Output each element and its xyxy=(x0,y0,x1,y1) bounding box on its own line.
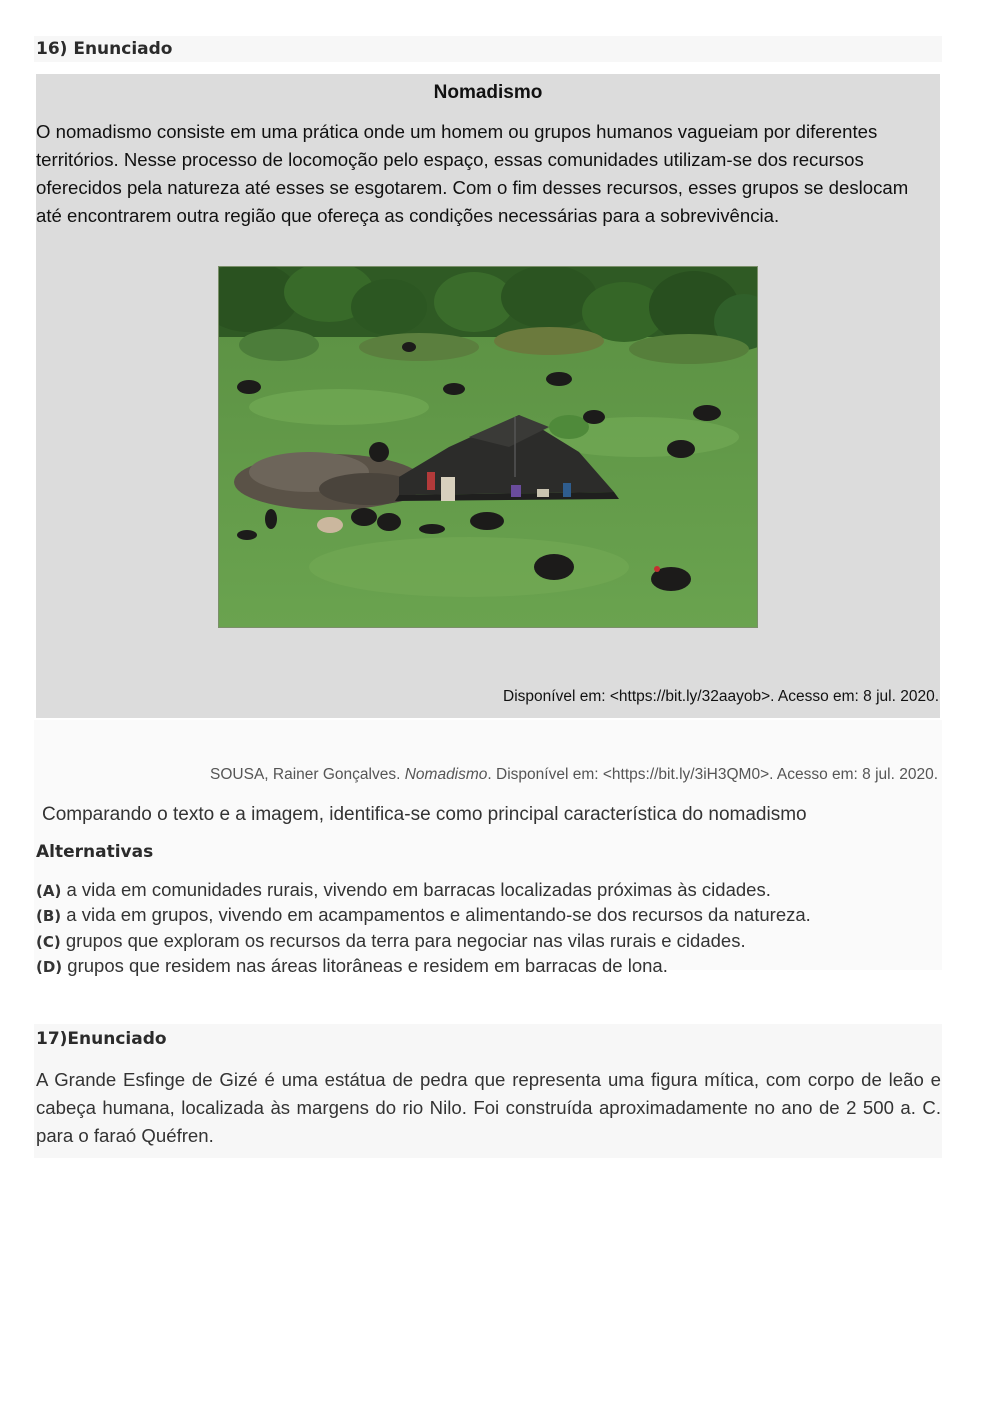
alternatives-heading: Alternativas xyxy=(36,842,154,862)
text-citation xyxy=(210,766,938,784)
alternative-letter: (C) xyxy=(36,932,61,951)
nomad-camp-photo xyxy=(218,266,758,628)
alternative-text: grupos que exploram os recursos da terra para negociar nas vilas rurais e cidades. xyxy=(60,929,746,951)
alternative-b[interactable] xyxy=(36,903,936,928)
question-prompt: Comparando o texto e a imagem, identifica-se como principal característica do nomadismo xyxy=(42,804,807,825)
question-16-header xyxy=(34,36,942,62)
citation-rest: . Disponível em: <https://bit.ly/3iH3QM0>. Acesso em: 8 jul. 2020. xyxy=(487,766,938,783)
citation-title: Nomadismo xyxy=(404,766,488,783)
image-source: Disponível em: <https://bit.ly/32aayob>. Acesso em: 8 jul. 2020. xyxy=(503,688,939,705)
question-17-text: A Grande Esfinge de Gizé é uma estátua de pedra que representa uma figura mítica, com corpo de leão e cabeça humana, localizada às margens do rio Nilo. Foi construída aproximadamente no ano de 2 500 a. C. para o faraó Quéfren. xyxy=(36,1069,941,1146)
alternative-letter: (D) xyxy=(36,957,63,976)
question-16-label: 16) Enunciado xyxy=(36,39,173,59)
question-16-body xyxy=(34,720,942,976)
statement-box xyxy=(36,74,940,718)
citation-author: SOUSA, Rainer Gonçalves. xyxy=(210,766,405,783)
alternative-c[interactable] xyxy=(36,929,936,954)
question-17-label: 17)Enunciado xyxy=(36,1029,167,1049)
statement-title: Nomadismo xyxy=(433,82,543,103)
alternatives-list xyxy=(36,878,936,979)
alternative-letter: (A) xyxy=(36,882,62,900)
alternative-a[interactable] xyxy=(36,878,936,903)
alternative-letter: (B) xyxy=(36,907,62,926)
question-17 xyxy=(34,1024,942,1158)
alternative-d[interactable] xyxy=(36,954,936,979)
alternative-text: a vida em comunidades rurais, vivendo em barracas localizadas próximas às cidades. xyxy=(61,879,771,900)
statement-text: O nomadismo consiste em uma prática onde um homem ou grupos humanos vagueiam por diferentes territórios. Nesse processo de locomoção pelo espaço, essas comunidades utilizam-se dos recursos oferecidos pela natureza até esses se esgotarem. Com o fim desses recursos, esses grupos se deslocam até encontrarem outra região que ofereça as condições necessárias para a sobrevivência. xyxy=(36,121,909,226)
alternative-text: grupos que residem nas áreas litorâneas e residem em barracas de lona. xyxy=(62,954,668,976)
alternative-text: a vida em grupos, vivendo em acampamentos e alimentando-se dos recursos da natureza. xyxy=(61,904,811,926)
